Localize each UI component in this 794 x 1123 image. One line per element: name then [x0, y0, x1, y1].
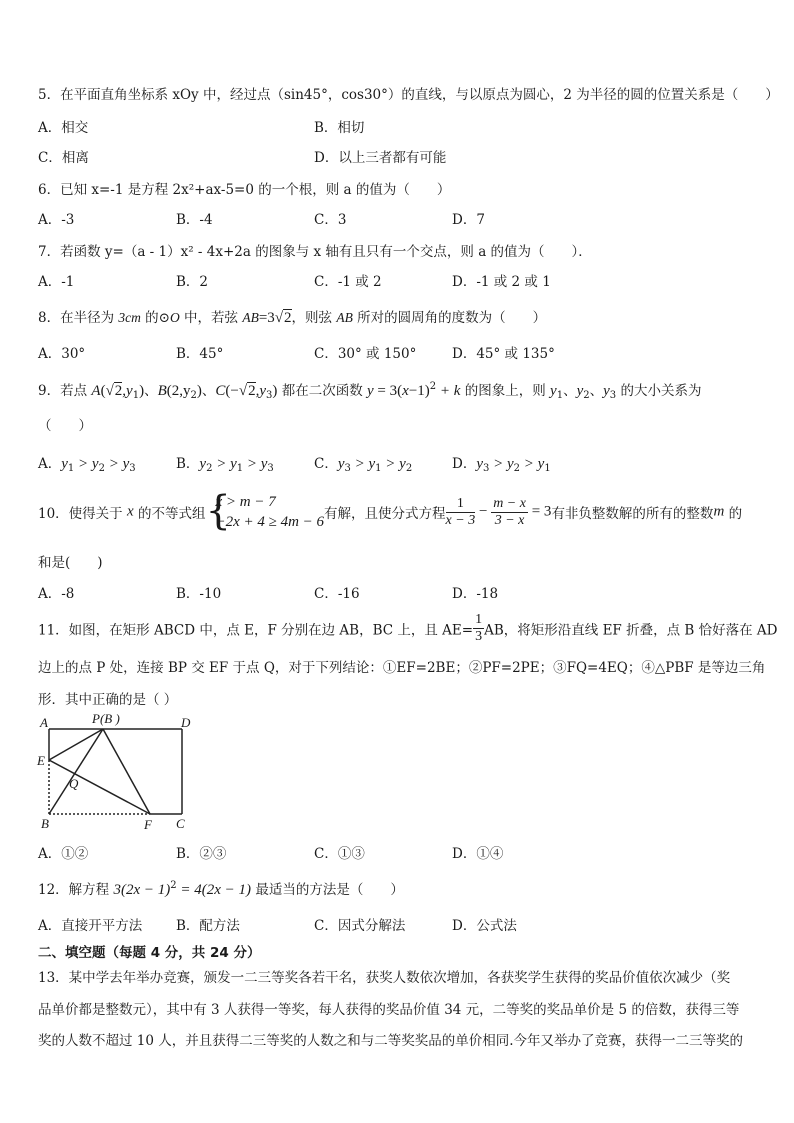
q7-option-b: B．2: [176, 274, 209, 290]
label-f: F: [144, 817, 152, 832]
q7-option-c: C．-1 或 2: [314, 274, 382, 290]
q10-option-c: C．-16: [314, 586, 360, 602]
q11-option-a: A．①②: [38, 846, 89, 862]
section-heading-fill-in: 二、填空题（每题 4 分，共 24 分）: [38, 945, 261, 961]
q5-option-d: D．以上三者都有可能: [314, 150, 447, 166]
segment-bp: [49, 729, 103, 814]
q10-stem: 10．使得关于 x 的不等式组 { x > m − 7 −2x + 4 ≥ 4m − 6 有解，且使分式方程 $\frac{1}{x - 3}$ − $\frac{m - x}{3 - x}$ = 3有非负整数解的所有的整数m 的: [38, 488, 743, 534]
rectangle-fold-figure: [32, 710, 202, 835]
q5-option-c: C．相离: [38, 150, 89, 166]
q11-option-d: D．①④: [452, 846, 504, 862]
q9-option-c: C．$y_3 > y_1 > y_2$: [314, 456, 413, 474]
q9-option-a: A．$y_1 > y_2 > y_3$: [38, 456, 136, 474]
label-d: D: [181, 715, 191, 730]
inequality-system: { x > m − 7 −2x + 4 ≥ 4m − 6: [205, 488, 325, 534]
label-b: B: [41, 816, 49, 831]
q12-stem: 12．解方程 $3(2x - 1)^2 = 4(2x - 1)$ 最适当的方法是（ ）: [38, 880, 404, 898]
q8-option-d: D．45° 或 135°: [452, 346, 555, 362]
label-p: P(B ): [92, 711, 120, 726]
q5-option-b: B．相切: [314, 120, 365, 136]
q13-line1: 13．某中学去年举办竞赛，颁发一二三等奖各若干名，获奖人数依次增加，各获奖学生获得的奖品价值依次减少（奖: [38, 970, 731, 986]
q13-line3: 奖的人数不超过 10 人，并且获得二三等奖的人数之和与二等奖奖品的单价相同.今年又举办了竞赛，获得一二三等奖的: [38, 1033, 744, 1049]
q11-option-b: B．②③: [176, 846, 227, 862]
q11-line2: 边上的点 P 处，连接 BP 交 EF 于点 Q，对于下列结论：①EF=2BE；②PF=2PE；③FQ=4EQ；④△PBF 是等边三角: [38, 660, 766, 676]
q9-answer-paren: （ ）: [38, 418, 92, 434]
q9-option-b: B．$y_2 > y_1 > y_3$: [176, 456, 274, 474]
q12-option-b: B．配方法: [176, 918, 240, 934]
q13-line2: 品单价都是整数元），其中有 3 人获得一等奖，每人获得的奖品价值 34 元，二等奖的奖品单价是 5 的倍数，获得三等: [38, 1002, 740, 1018]
q7-option-d: D．-1 或 2 或 1: [452, 274, 551, 290]
q7-option-a: A．-1: [38, 274, 75, 290]
q10-option-a: A．-8: [38, 586, 75, 602]
q6-stem: 6．已知 x=-1 是方程 2x²+ax-5=0 的一个根，则 a 的值为（ ）: [38, 182, 451, 198]
q10-option-d: D．-18: [452, 586, 499, 602]
q6-option-b: B．-4: [176, 212, 213, 228]
q7-stem: 7．若函数 y=（a - 1）x² - 4x+2a 的图象与 x 轴有且只有一个交点，则 a 的值为（ ）．: [38, 244, 592, 260]
q6-option-a: A．-3: [38, 212, 75, 228]
q8-option-b: B．45°: [176, 346, 224, 362]
q5-stem: 5．在平面直角坐标系 xOy 中，经过点（sin45°，cos30°）的直线，与以原点为圆心，2 为半径的圆的位置关系是（ ）: [38, 87, 779, 103]
q10-option-b: B．-10: [176, 586, 222, 602]
q8-option-a: A．30°: [38, 346, 86, 362]
q11-line3: 形．其中正确的是（ ）: [38, 692, 178, 708]
q11-line1: 11．如图，在矩形 ABCD 中，点 E，F 分别在边 AB，BC 上，且 AE= $\frac{1}{3}$ AB，将矩形沿直线 EF 折叠，点 B 恰好落在 AD: [38, 612, 778, 644]
q8-option-c: C．30° 或 150°: [314, 346, 417, 362]
label-c: C: [176, 816, 185, 831]
q5-option-a: A．相交: [38, 120, 89, 136]
q8-stem: 8．在半径为 3cm 的⊙O 中，若弦 AB=3√2，则弦 AB 所对的圆周角的度数为（ ）: [38, 310, 547, 326]
q12-option-d: D．公式法: [452, 918, 517, 934]
label-a: A: [40, 715, 48, 730]
q12-option-c: C．因式分解法: [314, 918, 406, 934]
segment-ep: [49, 729, 103, 760]
q6-option-d: D．7: [452, 212, 485, 228]
q10-line2: 和是( ): [38, 555, 103, 571]
q11-option-c: C．①③: [314, 846, 365, 862]
q9-option-d: D．$y_3 > y_2 > y_1$: [452, 456, 551, 474]
q6-option-c: C．3: [314, 212, 347, 228]
label-e: E: [37, 753, 45, 768]
q12-option-a: A．直接开平方法: [38, 918, 143, 934]
label-q: Q: [69, 776, 79, 791]
q9-stem: 9．若点 $A(√2,y_1)$、$B(2,y_2)$、$C(-√2,y_3)$ 都在二次函数 $y = 3(x-1)^2 + k$ 的图象上，则 $y_1$、$y_2$、$y_3$ 的大小关系为: [38, 381, 702, 401]
